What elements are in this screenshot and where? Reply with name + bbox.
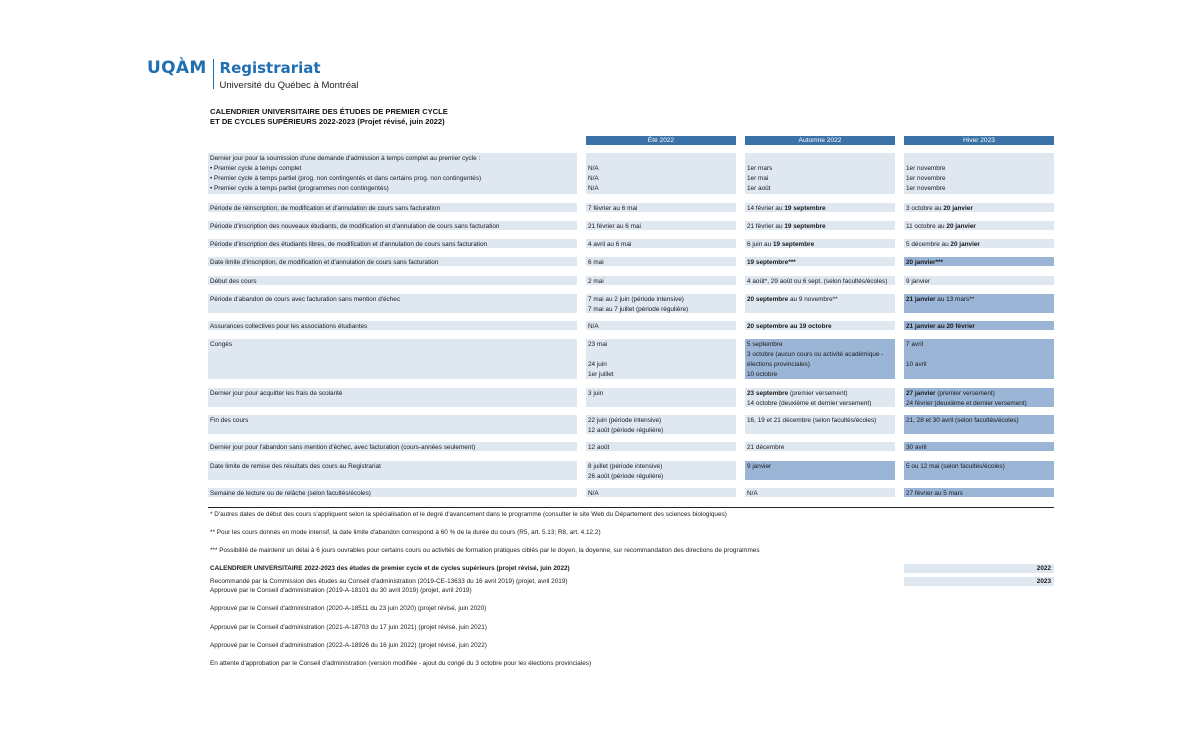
cell-line: N/A: [588, 490, 599, 497]
cell-line: 10 octobre: [747, 371, 778, 378]
logo-mark: UQÀM: [147, 58, 207, 78]
cell-fall: [745, 388, 895, 407]
cell-line: Congés: [210, 341, 233, 348]
approval-line: Recommandé par la Commission des études au Conseil d'administration (2019-CE-13633 du 16 avril 2019) (projet, avril 2019): [210, 578, 568, 585]
cell-line: 3 octobre au 20 janvier: [906, 205, 973, 212]
cell-line: N/A: [588, 323, 599, 330]
cell-line: 5 décembre au 20 janvier: [906, 241, 980, 248]
cell-line: Semaine de lecture ou de relâche (selon facultés/écoles): [210, 490, 371, 497]
row-label: [208, 488, 577, 497]
row-label: [208, 415, 577, 434]
column-header-winter: Hiver 2023: [904, 136, 1054, 145]
cell-winter: [904, 203, 1054, 212]
footnote-1: * D'autres dates de début des cours s'appliquent selon la spécialisation et le degré d'avancement dans le programme (consulter le site Web du Département des sciences biologiques): [210, 511, 727, 518]
row-label: [208, 221, 577, 230]
cell-summer: [586, 153, 736, 194]
cell-line: 21 février au 6 mai: [588, 223, 641, 230]
cell-winter: [904, 239, 1054, 248]
row-label: [208, 153, 577, 194]
cell-fall: [745, 276, 895, 285]
cell-summer: [586, 388, 736, 407]
cell-winter: [904, 294, 1054, 313]
cell-line: 5 septembre: [747, 341, 783, 348]
cell-fall: [745, 415, 895, 434]
cell-winter: [904, 415, 1054, 434]
cell-line: 21, 28 et 30 avril (selon facultés/écoles): [906, 417, 1019, 424]
cell-line: 1er novembre: [906, 175, 946, 182]
cell-line: Période d'inscription des étudiants libres, de modification et d'annulation de cours sans facturation: [210, 241, 488, 248]
cell-fall: [745, 294, 895, 313]
cell-fall: [745, 442, 895, 451]
cell-winter: [904, 221, 1054, 230]
cell-fall: [745, 203, 895, 212]
cell-line: 3 octobre (aucun cours ou activité académique -: [747, 351, 884, 358]
footnote-2: ** Pour les cours donnés en mode intensif, la date limite d'abandon correspond à 60 % de la durée du cours (R5, art. 5.13; R8, art. 4.12.2): [210, 529, 601, 536]
logo-title: Registrariat: [219, 59, 321, 77]
footnote-3: *** Possibilité de maintenir un délai à 6 jours ouvrables pour certains cours ou activités de formation pratiques ciblés par le doyen, la doyenne, sur recommandation des directions de programmes: [210, 547, 760, 554]
row-label: [208, 388, 577, 407]
cell-line: 7 avril: [906, 341, 924, 348]
row-label: [208, 294, 577, 313]
approval-line: Approuvé par le Conseil d'administration (2020-A-18511 du 23 juin 2020) (projet révisé, juin 2020): [210, 605, 487, 612]
cell-winter: [904, 388, 1054, 407]
cell-line: Date limite d'inscription, de modification et d'annulation de cours sans facturation: [210, 259, 439, 266]
year-2023: 2023: [904, 577, 1054, 586]
cell-line: N/A: [588, 175, 599, 182]
cell-line: • Premier cycle à temps partiel (programmes non contingentés): [210, 185, 389, 192]
column-header-fall: Automne 2022: [745, 136, 895, 145]
cell-winter: [904, 257, 1054, 266]
cell-line: • Premier cycle à temps partiel (prog. non contingentés et dans certains prog. non contingentés): [210, 175, 482, 182]
cell-line: 20 septembre au 19 octobre: [747, 323, 832, 330]
cell-line: 23 mai: [588, 341, 608, 348]
cell-line: 7 mai au 7 juillet (période régulière): [588, 306, 689, 313]
column-header-summer: Été 2022: [586, 136, 736, 145]
cell-line: 21 décembre: [747, 444, 785, 451]
cell-summer: [586, 221, 736, 230]
cell-summer: [586, 203, 736, 212]
cell-summer: [586, 257, 736, 266]
cell-line: [906, 154, 1052, 164]
cell-line: • Premier cycle à temps complet: [210, 165, 302, 172]
cell-fall: [745, 239, 895, 248]
cell-line: 19 septembre***: [747, 259, 796, 266]
cell-line: 1er novembre: [906, 185, 946, 192]
uqam-logo: [147, 58, 358, 92]
cell-line: 20 janvier***: [906, 259, 943, 266]
approval-line: En attente d'approbation par le Conseil d'administration (version modifiée - ajout du congé du 3 octobre pour les élections provinciales): [210, 660, 592, 667]
cell-line: [906, 370, 1052, 379]
cell-winter: [904, 276, 1054, 285]
cell-fall: [745, 461, 895, 480]
cell-line: 8 juillet (période intensive): [588, 463, 663, 470]
cell-line: N/A: [588, 185, 599, 192]
cell-line: 27 janvier (premier versement): [906, 390, 995, 397]
cell-line: 7 février au 6 mai: [588, 205, 638, 212]
cell-line: 3 juin: [588, 390, 604, 397]
cell-line: 4 avril au 6 mai: [588, 241, 632, 248]
cell-fall: [745, 488, 895, 497]
row-label: [208, 321, 577, 330]
cell-summer: [586, 339, 736, 379]
cell-line: Période de réinscription, de modification et d'annulation de cours sans facturation: [210, 205, 441, 212]
cell-line: 11 octobre au 20 janvier: [906, 223, 976, 230]
cell-line: [588, 154, 734, 164]
cell-line: N/A: [588, 165, 599, 172]
year-2022: 2022: [904, 564, 1054, 573]
cell-line: Dernier jour pour l'abandon sans mention d'échec, avec facturation (cours-années seulement): [210, 444, 476, 451]
approval-line: Approuvé par le Conseil d'administration (2022-A-18926 du 16 juin 2022) (projet révisé, juin 2022): [210, 642, 487, 649]
cell-line: 1er juillet: [588, 371, 614, 378]
row-label: [208, 276, 577, 285]
cell-line: Période d'inscription des nouveaux étudiants, de modification et d'annulation de cours sans facturation: [210, 223, 500, 230]
table-bottom-rule: [208, 507, 1054, 508]
cell-line: 24 juin: [588, 361, 607, 368]
row-label: [208, 239, 577, 248]
cell-line: 14 octobre (deuxième et dernier versement): [747, 400, 872, 407]
cell-line: élections provinciales): [747, 361, 810, 368]
cell-summer: [586, 415, 736, 434]
cell-line: 9 janvier: [906, 278, 931, 285]
cell-line: 7 mai au 2 juin (période intensive): [588, 296, 684, 303]
cell-summer: [586, 461, 736, 480]
cell-winter: [904, 461, 1054, 480]
row-label: [208, 203, 577, 212]
row-label: [208, 257, 577, 266]
cell-line: 27 février au 5 mars: [906, 490, 963, 497]
cell-summer: [586, 442, 736, 451]
cell-line: 23 septembre (premier versement): [747, 390, 848, 397]
cell-winter: [904, 321, 1054, 330]
approval-line: Approuvé par le Conseil d'administration (2019-A-18101 du 30 avril 2019) (projet, avril 2019): [210, 587, 472, 594]
row-label: [208, 442, 577, 451]
cell-fall: [745, 339, 895, 379]
approvals-title: CALENDRIER UNIVERSITAIRE 2022-2023 des études de premier cycle et de cycles supérieurs (projet révisé, juin 2022): [210, 565, 570, 572]
cell-summer: [586, 239, 736, 248]
cell-fall: [745, 221, 895, 230]
cell-line: 26 août (période régulière): [588, 473, 664, 480]
cell-summer: [586, 488, 736, 497]
row-label: [208, 461, 577, 480]
cell-line: [747, 154, 893, 164]
cell-line: 1er août: [747, 185, 771, 192]
document-title: [210, 107, 448, 127]
cell-line: 5 ou 12 mai (selon facultés/écoles): [906, 463, 1005, 470]
cell-line: 1er mars: [747, 165, 773, 172]
logo-text: [220, 58, 359, 92]
row-label: [208, 339, 577, 379]
approval-line: Approuvé par le Conseil d'administration (2021-A-18703 du 17 juin 2021) (projet révisé, juin 2021): [210, 624, 487, 631]
document-title-line-1: CALENDRIER UNIVERSITAIRE DES ÉTUDES DE PREMIER CYCLE: [210, 107, 448, 116]
logo-divider: [213, 59, 214, 89]
cell-line: 21 février au 19 septembre: [747, 223, 826, 230]
cell-line: 14 février au 19 septembre: [747, 205, 826, 212]
cell-fall: [745, 153, 895, 194]
cell-winter: [904, 153, 1054, 194]
cell-line: 2 mai: [588, 278, 604, 285]
cell-line: 21 janvier au 13 mars**: [906, 296, 975, 303]
cell-summer: [586, 321, 736, 330]
cell-line: Dernier jour pour acquitter les frais de scolarité: [210, 390, 343, 397]
cell-line: 21 janvier au 20 février: [906, 323, 975, 330]
cell-line: 16, 19 et 21 décembre (selon facultés/écoles): [747, 417, 877, 424]
cell-line: 6 juin au 19 septembre: [747, 241, 815, 248]
logo-subtitle: Université du Québec à Montréal: [219, 80, 359, 91]
cell-line: [906, 350, 1052, 360]
cell-line: 1er novembre: [906, 165, 946, 172]
cell-winter: [904, 488, 1054, 497]
cell-winter: [904, 442, 1054, 451]
cell-line: Date limite de remise des résultats des cours au Registrariat: [210, 463, 381, 470]
cell-winter: [904, 339, 1054, 379]
cell-line: Période d'abandon de cours avec facturation sans mention d'échec: [210, 296, 401, 303]
cell-line: 30 avril: [906, 444, 927, 451]
cell-line: 20 septembre au 9 novembre**: [747, 296, 838, 303]
cell-line: 12 août: [588, 444, 610, 451]
document-title-line-2: ET DE CYCLES SUPÉRIEURS 2022-2023 (Projet révisé, juin 2022): [210, 117, 445, 126]
cell-fall: [745, 321, 895, 330]
cell-line: Début des cours: [210, 278, 257, 285]
cell-summer: [586, 294, 736, 313]
cell-line: 1er mai: [747, 175, 769, 182]
cell-line: Dernier jour pour la soumission d'une demande d'admission à temps complet au premier cycle :: [210, 155, 481, 162]
cell-line: Fin des cours: [210, 417, 249, 424]
cell-fall: [745, 257, 895, 266]
cell-line: 10 avril: [906, 361, 927, 368]
cell-line: [588, 350, 734, 360]
cell-line: 22 juin (période intensive): [588, 417, 662, 424]
cell-line: N/A: [747, 490, 758, 497]
cell-line: 6 mai: [588, 259, 604, 266]
cell-summer: [586, 276, 736, 285]
cell-line: 12 août (période régulière): [588, 427, 664, 434]
cell-line: 4 août*, 29 août ou 6 sept. (selon facultés/écoles): [747, 278, 888, 285]
cell-line: 9 janvier: [747, 463, 772, 470]
cell-line: 24 février (deuxième et dernier versement): [906, 400, 1027, 407]
cell-line: Assurances collectives pour les associations étudiantes: [210, 323, 368, 330]
